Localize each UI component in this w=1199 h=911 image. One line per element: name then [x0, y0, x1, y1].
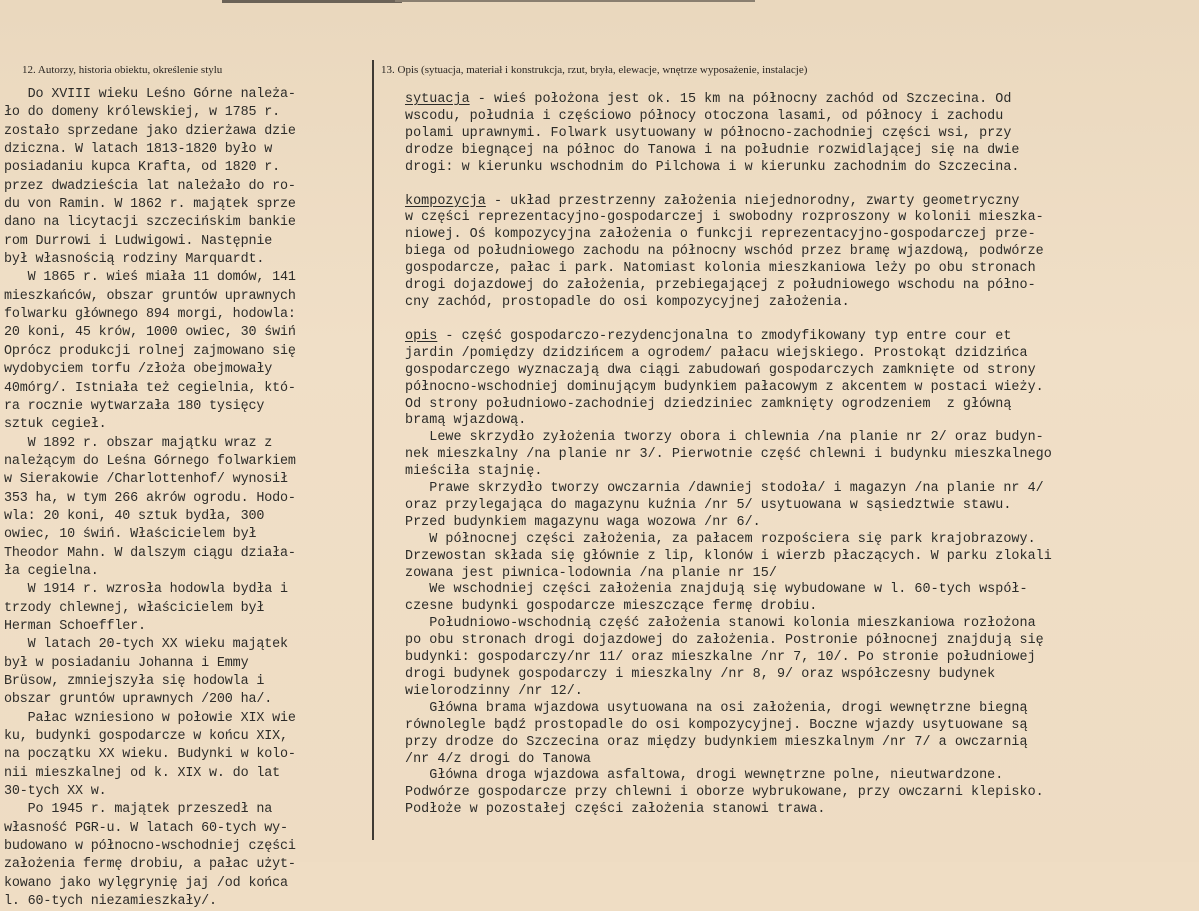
- history-text-line: należącym do Leśna Górnego folwarkiem: [4, 453, 296, 469]
- description-text-line: Główna brama wjazdowa usytuowana na osi założenia, drogi wewnętrzne biegną: [405, 700, 1028, 716]
- description-text-line: gospodarczego wyznaczają dwa ciągi zabudowań gospodarczych zamknięte od strony: [405, 362, 1036, 378]
- description-text-line: Przed budynkiem magazynu waga wozowa /nr 6/.: [405, 514, 761, 530]
- history-text-line: Do XVIII wieku Leśno Górne należa-: [4, 87, 296, 102]
- description-text-line: Główna droga wjazdowa asfaltowa, drogi wewnętrzne polne, nieutwardzone.: [405, 768, 1004, 784]
- column-divider: [372, 60, 374, 840]
- history-text-line: budowano w północno-wschodniej części: [4, 839, 296, 855]
- section-first-line: [405, 92, 1195, 109]
- section-label: kompozycja: [405, 193, 486, 209]
- description-text-line: bramą wjazdową.: [405, 413, 527, 429]
- history-text-line: kowano jako wylęgrynię jaj /od końca: [4, 875, 288, 891]
- history-text-line: posiadaniu kupca Krafta, od 1820 r.: [4, 160, 280, 176]
- history-text-line: ła cegielna.: [4, 563, 99, 579]
- history-text-line: 30-tych XX w.: [4, 784, 107, 800]
- description-text-line: po obu stronach drogi dojazdowej do założenia. Postronie północnej znajdują się: [405, 633, 1044, 649]
- history-text-line: ku, budynki gospodarcze w końcu XIX,: [4, 729, 288, 745]
- history-text-line: Theodor Mahn. W dalszym ciągu działa-: [4, 545, 296, 561]
- history-text-line: 20 koni, 45 krów, 1000 owiec, 30 świń: [4, 325, 296, 341]
- description-text-line: cny zachód, prostopadle do osi kompozycyjnej założenia.: [405, 294, 850, 310]
- history-text-line: nii mieszkalnej od k. XIX w. do lat: [4, 765, 280, 781]
- description-text-line: zowana jest piwnica-lodownia /na planie nr 15/: [405, 565, 777, 581]
- description-text-line: Podwórze gospodarcze przy chlewni i oborze wybrukowane, przy owczarni klepisko.: [405, 785, 1044, 801]
- description-text-line: równolegle bądź prostopadle do osi kompozycyjnej. Boczne wjazdy usytuowane są: [405, 717, 1028, 733]
- description-text-line: drodze biegnącej na północ do Tanowa i na południe rozwidlającej się na dwie: [405, 142, 1020, 158]
- top-rule: [222, 0, 402, 3]
- history-text-line: W 1914 r. wzrosła hodowla bydła i: [4, 582, 288, 598]
- top-rule-secondary: [395, 0, 755, 2]
- history-text-line: założenia fermę drobiu, a pałac użyt-: [4, 857, 296, 873]
- section-first-line-text: - wieś położona jest ok. 15 km na północny zachód od Szczecina. Od: [469, 92, 1012, 107]
- description-text-line: przy drodze do Szczecina oraz między budynkiem mieszkalnym /nr 7/ a owczarnią: [405, 734, 1028, 750]
- description-text-line: /nr 4/z drogi do Tanowa: [405, 751, 591, 767]
- description-text-line: Prawe skrzydło tworzy owczarnia /dawniej stodoła/ i magazyn /na planie nr 4/: [405, 481, 1044, 497]
- history-text-line: l. 60-tych niezamieszkały/.: [4, 894, 217, 910]
- history-text-line: był w posiadaniu Johanna i Emmy: [4, 655, 249, 671]
- history-text-line: 40mórg/. Istniała też cegielnia, któ-: [4, 380, 296, 396]
- right-column-header: 13. Opis (sytuacja, materiał i konstrukcja, rzut, bryła, elewacje, wnętrze wyposażenie, instalacje): [381, 64, 808, 76]
- history-text-line: dano na licytacji szczecińskim bankie: [4, 215, 296, 231]
- section-first-line-text: - układ przestrzenny założenia niejednorodny, zwarty geometryczny: [485, 193, 1020, 209]
- history-text-line: trzody chlewnej, właścicielem był: [4, 600, 265, 616]
- description-text-line: jardin /pomiędzy dzidzińcem a ogrodem/ pałacu wiejskiego. Prostokąt dzidzińca: [405, 345, 1028, 361]
- history-text-line: był własnością rodziny Marquardt.: [4, 252, 265, 268]
- section-first-line-text: - część gospodarczo-rezydencjonalna to zmodyfikowany typ entre cour et: [437, 328, 1012, 344]
- description-text-line: mieściła stajnię.: [405, 464, 543, 480]
- history-text-line: folwarku głównego 894 morgi, hodowla:: [4, 307, 296, 323]
- description-text-line: polami uprawnymi. Folwark usytuowany w północno-zachodniej części wsi, przy: [405, 125, 1012, 141]
- left-column-header: 12. Autorzy, historia obiektu, określenie stylu: [22, 64, 223, 76]
- description-text-line: nek mieszkalny /na planie nr 3/. Pierwotnie część chlewni i budynku mieszkalnego: [405, 447, 1052, 463]
- history-text-line: Po 1945 r. majątek przeszedł na: [4, 802, 273, 818]
- history-text-line: ło do domeny królewskiej, w 1785 r.: [4, 105, 280, 121]
- history-text-column: [4, 86, 370, 911]
- description-text-line: Lewe skrzydło zyłożenia tworzy obora i chlewnia /na planie nr 2/ oraz budyn-: [405, 430, 1044, 446]
- history-text-line: Brüsow, zmniejszyła się hodowla i: [4, 674, 265, 689]
- history-text-line: ra rocznie wytwarzała 180 tysięcy: [4, 398, 265, 414]
- history-text-line: przez dwadzieścia lat należało do ro-: [4, 178, 296, 194]
- description-text-line: Podłoże w pozostałej części założenia stanowi trawa.: [405, 802, 826, 818]
- history-text-line: zostało sprzedane jako dzierżawa dzie: [4, 123, 296, 139]
- description-text-line: drogi budynek gospodarczy i mieszkalny /nr 8, 9/ oraz współczesny budynek: [405, 667, 996, 682]
- description-text-line: w części reprezentacyjno-gospodarczej i swobodny rozproszony w kolonii mieszka-: [405, 210, 1044, 226]
- history-text-line: wla: 20 koni, 40 sztuk bydła, 300: [4, 508, 265, 524]
- description-text-line: drogi: w kierunku wschodnim do Pilchowa i w kierunku zachodnim do Szczecina.: [405, 159, 1020, 175]
- history-text-line: dziczna. W latach 1813-1820 było w: [4, 142, 273, 158]
- description-text-line: wscodu, południa i częściowo północy otoczona lasami, od północy i zachodu: [405, 108, 1004, 124]
- section-label: opis: [405, 328, 438, 344]
- description-text-line: gospodarcze, pałac i park. Natomiast kolonia mieszkaniowa leży po obu stronach: [405, 261, 1036, 277]
- description-text-line: W północnej części założenia, za pałacem rozpościera się park krajobrazowy.: [405, 531, 1036, 547]
- history-text-line: sztuk cegieł.: [4, 417, 107, 433]
- history-text-line: własność PGR-u. W latach 60-tych wy-: [4, 820, 288, 836]
- history-text-line: Oprócz produkcji rolnej zajmowano się: [4, 343, 296, 359]
- history-text-line: 353 ha, w tym 266 akrów ogrodu. Hodo-: [4, 490, 296, 506]
- history-text-line: owiec, 10 świń. Właścicielem był: [4, 527, 257, 543]
- description-text-line: Drzewostan składa się głównie z lip, klonów i wierzb płaczących. W parku zlokali: [405, 548, 1052, 564]
- description-text-line: Południowo-wschodnią część założenia stanowi kolonia mieszkaniowa rozłożona: [405, 616, 1036, 632]
- description-text-column: [405, 92, 1195, 819]
- description-text-line: czesne budynki gospodarcze mieszczące fermę drobiu.: [405, 599, 818, 615]
- history-text-line: Pałac wzniesiono w połowie XIX wie: [4, 710, 296, 726]
- history-text-line: na początku XX wieku. Budynki w kolo-: [4, 747, 296, 763]
- history-text-line: W 1892 r. obszar majątku wraz z: [4, 435, 273, 451]
- description-text-line: We wschodniej części założenia znajdują się wybudowane w l. 60-tych współ-: [405, 582, 1028, 598]
- history-text-line: Herman Schoeffler.: [4, 618, 146, 634]
- history-text-line: du von Ramin. W 1862 r. majątek sprze: [4, 197, 296, 213]
- history-text-line: w Sierakowie /Charlottenhof/ wynosił: [4, 472, 288, 488]
- section-gap: [405, 177, 1195, 194]
- description-text-line: Od strony południowo-zachodniej dziedziniec zamknięty ogrodzeniem z główną: [405, 396, 1012, 412]
- history-text-line: W 1865 r. wieś miała 11 domów, 141: [4, 270, 296, 286]
- description-text-line: oraz przylegająca do magazynu kuźnia /nr 5/ usytuowana w sąsiedztwie stawu.: [405, 497, 1012, 513]
- description-text-line: budynki: gospodarczy/nr 11/ oraz mieszkalne /nr 7, 10/. Po stronie południowej: [405, 650, 1036, 666]
- section-gap: [405, 312, 1195, 329]
- history-text-line: rom Durrowi i Ludwigowi. Następnie: [4, 233, 273, 249]
- description-text-line: biega od południowego zachodu na północny wschód przez bramę wjazdową, podwórze: [405, 244, 1044, 260]
- description-text-line: wielorodzinny /nr 12/.: [405, 683, 583, 699]
- description-text-line: drogi dojazdowej do założenia, przebiegającej z południowego wschodu na półno-: [405, 278, 1036, 294]
- section-label: sytuacja: [405, 92, 470, 107]
- section-first-line: [405, 194, 1195, 211]
- description-text-line: niowej. Oś kompozycyjna założenia o funkcji reprezentacyjno-gospodarczej prze-: [405, 227, 1036, 243]
- description-text-line: północno-wschodniej dominującym budynkiem pałacowym z akcentem w postaci wieży.: [405, 379, 1044, 395]
- history-text-line: mieszkańców, obszar gruntów uprawnych: [4, 288, 296, 304]
- history-text-line: obszar gruntów uprawnych /200 ha/.: [4, 692, 273, 708]
- section-first-line: [405, 329, 1195, 346]
- history-text-line: W latach 20-tych XX wieku majątek: [4, 637, 288, 653]
- history-text-line: wydobyciem torfu /złoża obejmowały: [4, 362, 273, 378]
